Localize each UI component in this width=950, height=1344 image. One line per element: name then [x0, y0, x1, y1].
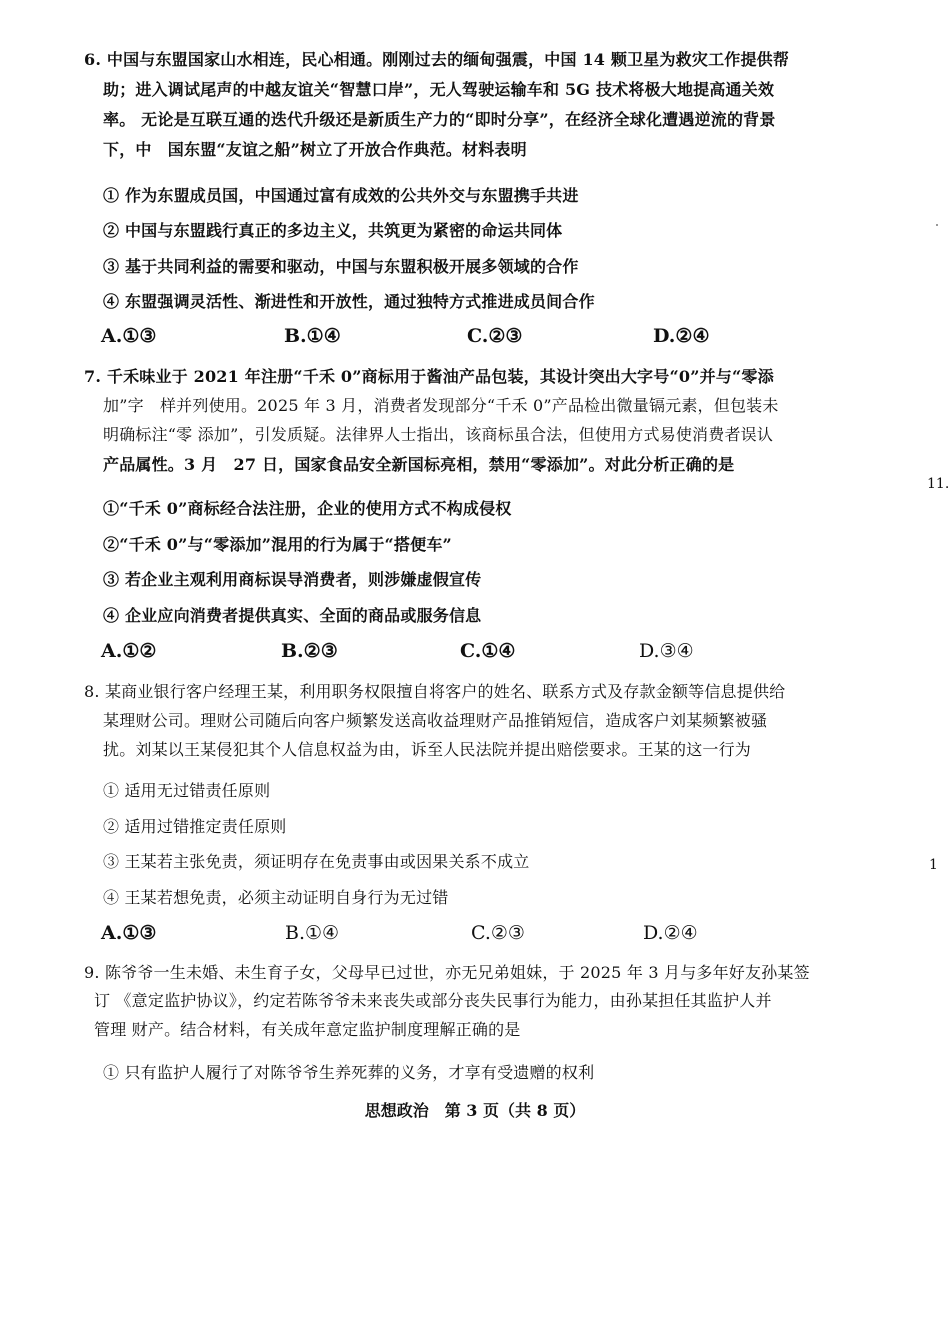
q8-stem-line-2: 某理财公司。理财公司随后向客户频繁发送高收益理财产品推销短信，造成客户刘某频繁被骚	[103, 711, 768, 730]
margin-speck	[936, 224, 938, 226]
margin-mark-11: 11.	[927, 476, 950, 492]
q8-option-a: A.①③	[101, 922, 157, 944]
q9-item-1: ① 只有监护人履行了对陈爷爷生养死葬的义务，才享有受遗赠的权利	[103, 1063, 595, 1082]
q6-stem-line-1: 6. 中国与东盟国家山水相连，民心相通。刚刚过去的缅甸强震，中国 14 颗卫星为救灾工作提供帮	[84, 50, 790, 69]
page-footer: 思想政治 第 3 页（共 8 页）	[364, 1101, 586, 1120]
q6-stem-line-3: 率。 无论是互联互通的迭代升级还是新质生产力的“即时分享”，在经济全球化遭遇逆流的背景	[103, 110, 776, 129]
q6-item-2: ② 中国与东盟践行真正的多边主义，共筑更为紧密的命运共同体	[103, 221, 563, 240]
q6-stem-line-4: 下，中 国东盟“友谊之船”树立了开放合作典范。材料表明	[103, 140, 527, 159]
q8-item-2: ② 适用过错推定责任原则	[103, 817, 287, 836]
q7-stem-line-4: 产品属性。3 月 27 日，国家食品安全新国标亮相，禁用“零添加”。对此分析正确的是	[103, 455, 735, 474]
q7-stem-line-1: 7. 千禾味业于 2021 年注册“千禾 0”商标用于酱油产品包装，其设计突出大字号“0”并与“零添	[84, 367, 774, 386]
q6-option-b: B.①④	[284, 325, 341, 347]
q7-item-1: ①“千禾 0”商标经合法注册，企业的使用方式不构成侵权	[103, 499, 512, 518]
q6-option-c: C.②③	[467, 325, 523, 347]
q8-stem-line-3: 扰。刘某以王某侵犯其个人信息权益为由，诉至人民法院并提出赔偿要求。王某的这一行为	[103, 740, 752, 759]
q6-option-d: D.②④	[653, 325, 710, 347]
q7-option-d: D.③④	[639, 640, 694, 662]
q6-option-a: A.①③	[101, 325, 157, 347]
q6-item-4: ④ 东盟强调灵活性、渐进性和开放性，通过独特方式推进成员间合作	[103, 292, 595, 311]
q7-item-4: ④ 企业应向消费者提供真实、全面的商品或服务信息	[103, 606, 482, 625]
margin-mark-1: 1	[929, 857, 938, 873]
q7-option-c: C.①④	[460, 640, 516, 662]
q8-item-1: ① 适用无过错责任原则	[103, 781, 271, 800]
q6-stem-line-2: 助；进入调试尾声的中越友谊关“智慧口岸”，无人驾驶运输车和 5G 技术将极大地提高通关效	[103, 80, 775, 99]
q8-stem-line-1: 8. 某商业银行客户经理王某，利用职务权限擅自将客户的姓名、联系方式及存款金额等信息提供给	[84, 682, 786, 701]
q7-item-2: ②“千禾 0”与“零添加”混用的行为属于“搭便车”	[103, 535, 452, 554]
q8-item-4: ④ 王某若想免责，必须主动证明自身行为无过错	[103, 888, 449, 907]
q9-stem-line-1: 9. 陈爷爷一生未婚、未生育子女，父母早已过世，亦无兄弟姐妹，于 2025 年 3 月与多年好友孙某签	[84, 963, 810, 982]
q7-stem-line-2: 加”字 样并列使用。2025 年 3 月，消费者发现部分“千禾 0”产品检出微量镉元素，但包装未	[103, 396, 779, 415]
q7-item-3: ③ 若企业主观利用商标误导消费者，则涉嫌虚假宣传	[103, 570, 482, 589]
q8-option-c: C.②③	[471, 922, 525, 944]
q9-stem-line-3: 管理 财产。结合材料，有关成年意定监护制度理解正确的是	[94, 1020, 521, 1039]
q8-option-b: B.①④	[285, 922, 340, 944]
q6-item-1: ① 作为东盟成员国，中国通过富有成效的公共外交与东盟携手共进	[103, 186, 579, 205]
q8-option-d: D.②④	[643, 922, 698, 944]
q7-option-a: A.①②	[101, 640, 157, 662]
q9-stem-line-2: 订 《意定监护协议》，约定若陈爷爷未来丧失或部分丧失民事行为能力，由孙某担任其监护人并	[94, 991, 772, 1010]
q6-item-3: ③ 基于共同利益的需要和驱动，中国与东盟积极开展多领域的合作	[103, 257, 579, 276]
q7-stem-line-3: 明确标注“零 添加”，引发质疑。法律界人士指出，该商标虽合法，但使用方式易使消费者误认	[103, 425, 774, 444]
q8-item-3: ③ 王某若主张免责，须证明存在免责事由或因果关系不成立	[103, 852, 530, 871]
q7-option-b: B.②③	[281, 640, 338, 662]
